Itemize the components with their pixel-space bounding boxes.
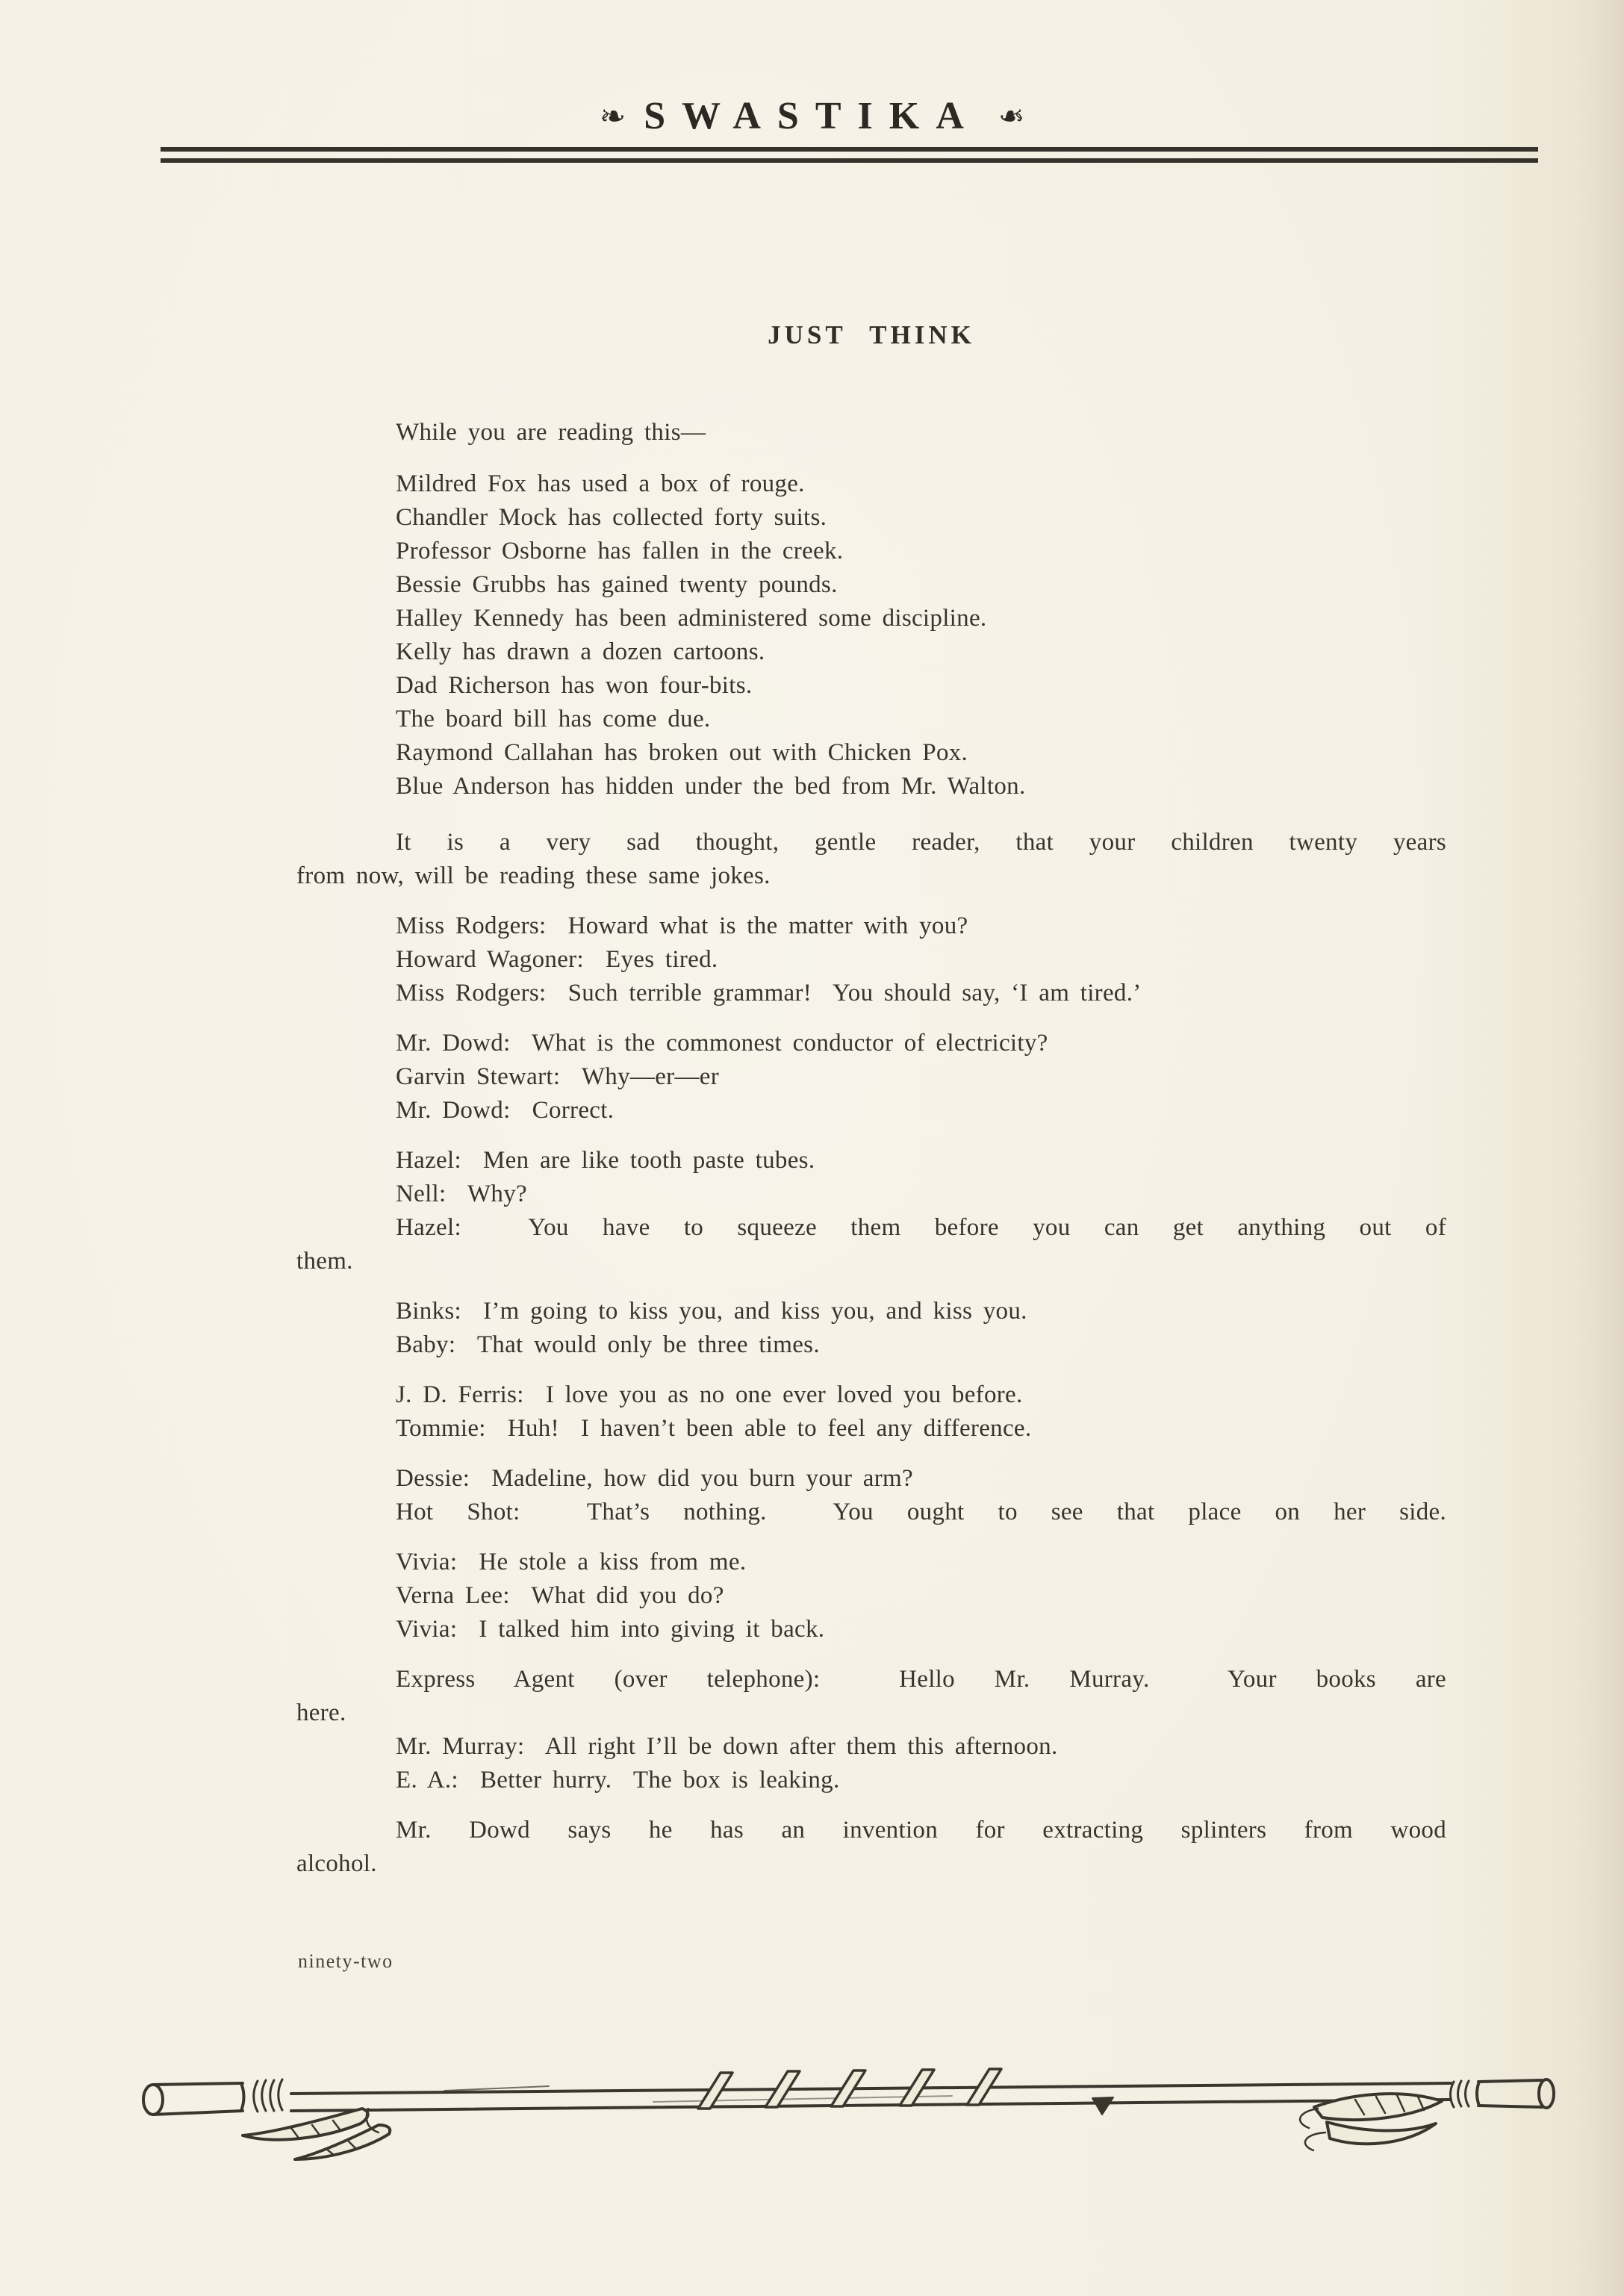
joke-line: Tommie: Huh! I haven’t been able to feel any difference. xyxy=(396,1415,1032,1442)
happening-line: Kelly has drawn a dozen cartoons. xyxy=(396,638,765,665)
happening-line: The board bill has come due. xyxy=(396,706,711,732)
joke-line: Miss Rodgers: Howard what is the matter with you? xyxy=(396,912,968,939)
happening-line: Mildred Fox has used a box of rouge. xyxy=(396,470,805,497)
joke-block xyxy=(296,1295,1446,1362)
joke-line: here. xyxy=(296,1699,346,1726)
joke-line: Hazel: Men are like tooth paste tubes. xyxy=(396,1147,815,1174)
fleuron-ornament-left-icon: ❧ xyxy=(600,98,626,134)
joke-block xyxy=(296,909,1446,1010)
joke-block xyxy=(296,1814,1446,1881)
header-double-rule xyxy=(161,147,1538,163)
sad-thought-paragraph xyxy=(296,826,1446,893)
paragraph-line: from now, will be reading these same jokes. xyxy=(296,862,771,889)
happening-line: Halley Kennedy has been administered some discipline. xyxy=(396,605,987,632)
joke-block xyxy=(296,1027,1446,1127)
joke-line: Vivia: I talked him into giving it back. xyxy=(396,1616,825,1643)
joke-line: Nell: Why? xyxy=(396,1180,527,1207)
joke-line: Hot Shot: That’s nothing. You ought to see that place on her side. xyxy=(396,1499,1446,1525)
joke-line: Vivia: He stole a kiss from me. xyxy=(396,1549,747,1575)
joke-block xyxy=(296,1663,1446,1797)
intro-line: While you are reading this— xyxy=(396,419,706,446)
joke-line: Mr. Dowd: What is the commonest conductor of electricity? xyxy=(396,1030,1048,1057)
joke-line: E. A.: Better hurry. The box is leaking. xyxy=(396,1767,840,1793)
joke-block xyxy=(296,1144,1446,1278)
joke-block xyxy=(296,1462,1446,1529)
joke-line: J. D. Ferris: I love you as no one ever loved you before. xyxy=(396,1381,1023,1408)
header-rule-top xyxy=(161,147,1538,152)
happening-line: Chandler Mock has collected forty suits. xyxy=(396,504,827,531)
page-number: ninety-two xyxy=(298,1950,393,1972)
joke-line: Hazel: You have to squeeze them before you can get anything out of xyxy=(396,1214,1446,1241)
joke-line: Mr. Dowd: Correct. xyxy=(396,1097,615,1124)
section-title: JUST THINK xyxy=(768,320,975,349)
joke-line: Mr. Dowd says he has an invention for extracting splinters from wood xyxy=(396,1817,1446,1844)
header-rule-bottom xyxy=(161,158,1538,163)
joke-block xyxy=(296,1546,1446,1646)
joke-line: Binks: I’m going to kiss you, and kiss you, and kiss you. xyxy=(396,1298,1027,1325)
joke-line: them. xyxy=(296,1248,353,1275)
happening-line: Professor Osborne has fallen in the creek. xyxy=(396,538,844,564)
page-body xyxy=(296,318,1446,1881)
fleuron-ornament-right-icon: ❧ xyxy=(998,98,1024,134)
publication-title: SWASTIKA xyxy=(644,95,980,137)
joke-block xyxy=(296,1378,1446,1446)
joke-line: Express Agent (over telephone): Hello Mr. Murray. Your books are xyxy=(396,1666,1446,1693)
happening-line: Raymond Callahan has broken out with Chicken Pox. xyxy=(396,739,968,766)
page-header xyxy=(0,0,1624,163)
paragraph-line: It is a very sad thought, gentle reader, that your children twenty years xyxy=(396,829,1446,856)
masthead xyxy=(0,0,1624,138)
happening-line: Blue Anderson has hidden under the bed from Mr. Walton. xyxy=(396,773,1026,800)
joke-line: alcohol. xyxy=(296,1850,377,1877)
joke-line: Mr. Murray: All right I’ll be down after them this afternoon. xyxy=(396,1733,1058,1760)
happenings-list xyxy=(296,467,1446,803)
happening-line: Bessie Grubbs has gained twenty pounds. xyxy=(396,571,838,598)
joke-line: Howard Wagoner: Eyes tired. xyxy=(396,946,718,973)
joke-line: Verna Lee: What did you do? xyxy=(396,1582,724,1609)
joke-line: Baby: That would only be three times. xyxy=(396,1331,820,1358)
joke-line: Miss Rodgers: Such terrible grammar! You should say, ‘I am tired.’ xyxy=(396,980,1142,1007)
happening-line: Dad Richerson has won four-bits. xyxy=(396,672,753,699)
joke-line: Garvin Stewart: Why—er—er xyxy=(396,1063,719,1090)
joke-line: Dessie: Madeline, how did you burn your arm? xyxy=(396,1465,913,1492)
feathered-lance-decoration-icon xyxy=(131,2061,1568,2173)
